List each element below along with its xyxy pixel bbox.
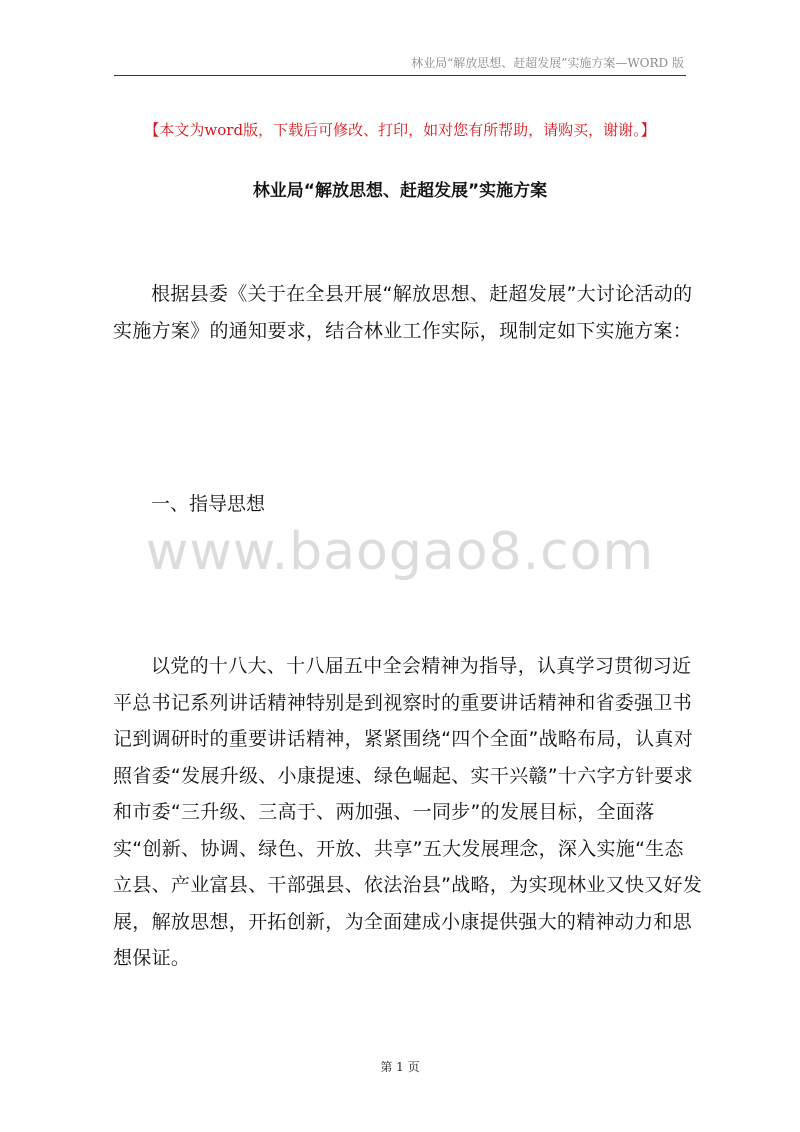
header-divider [114, 75, 686, 76]
guiding-ideology-paragraph: 以党的十八大、十八届五中全会精神为指导，认真学习贯彻习近平总书记系列讲话精神特别是到视察时的重要讲话精神和省委强卫书记到调研时的重要讲话精神，紧紧围绕“四个全面”战略布局，认真对照省委“发展升级、小康提速、绿色崛起、实干兴赣”十六字方针要求和市委“三升级、三高于、两加强、一同步”的发展目标，全面落实“创新、协调、绿色、开放、共享”五大发展理念，深入实施“生态立县、产业富县、干部强县、依法治县”战略，为实现林业又快又好发展，解放思想，开拓创新，为全面建成小康提供强大的精神动力和思想保证。 [113, 655, 703, 969]
document-title: 林业局“解放思想、赶超发展”实施方案 [252, 181, 548, 201]
purchase-notice: 【本文为word版，下载后可修改、打印，如对您有所帮助，请购买，谢谢。】 [144, 121, 656, 139]
watermark: www.baogao8.com [145, 522, 655, 582]
section-heading-guiding-ideology: 一、指导思想 [151, 493, 266, 515]
running-header: 林业局“解放思想、赶超发展”实施方案—WORD 版 [411, 56, 684, 70]
page-number: 第 1 页 [380, 1060, 420, 1074]
intro-paragraph: 根据县委《关于在全县开展“解放思想、赶超发展”大讨论活动的实施方案》的通知要求，结合林业工作实际，现制定如下实施方案： [113, 283, 693, 342]
